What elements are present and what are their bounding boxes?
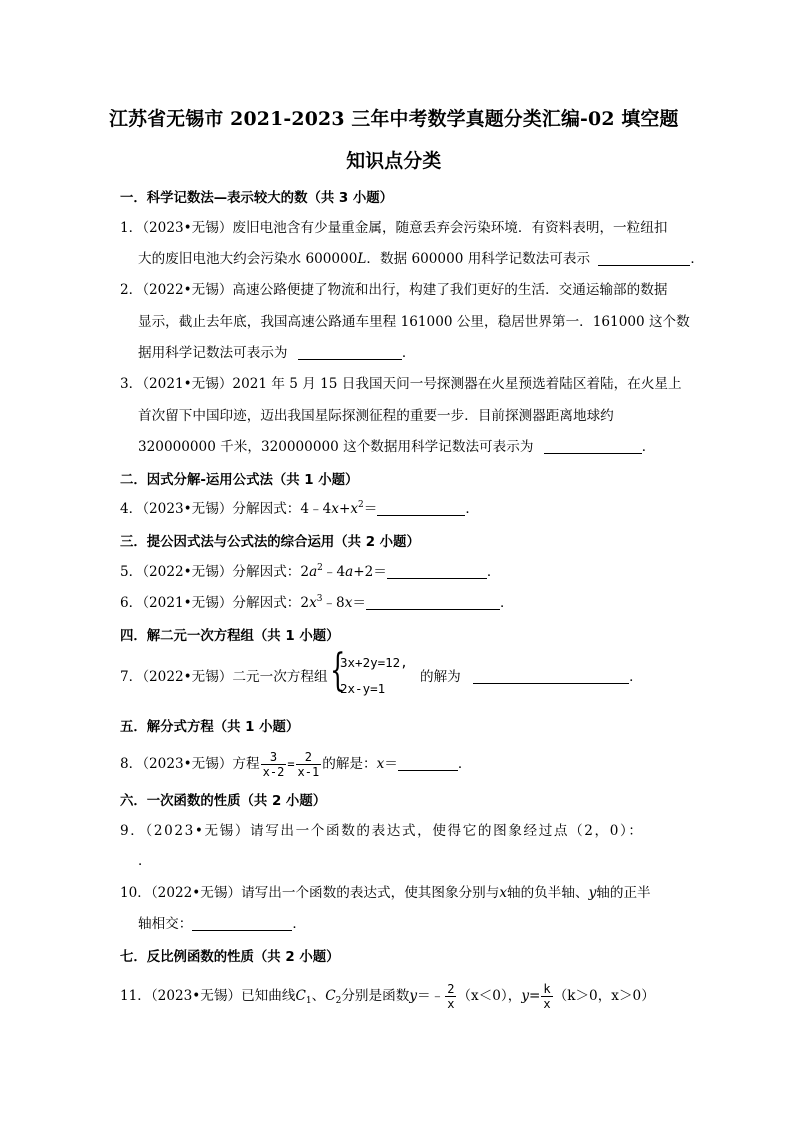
question-1-line-2: 大的废旧电池大约会污染水 600000L．数据 600000 用科学记数法可表示 ． <box>138 251 704 267</box>
answer-blank[interactable] <box>192 916 292 931</box>
section-heading: 四．解二元一次方程组（共 1 小题） <box>120 629 340 644</box>
question-3-line-3: 320000000 千米，320000000 这个数据用科学记数法可表示为 ． <box>138 439 656 455</box>
equation-2: 2x-y=1 <box>340 681 386 696</box>
section-heading: 二．因式分解-运用公式法（共 1 小题） <box>120 473 359 488</box>
equation-system <box>330 645 420 699</box>
question-9-line-1: 9．（2023•无锡）请写出一个函数的表达式，使得它的图象经过点（2，0）： <box>120 823 644 839</box>
document-title: 江苏省无锡市 2021-2023 三年中考数学真题分类汇编-02 填空题 <box>109 108 679 130</box>
answer-blank[interactable] <box>377 501 465 516</box>
fraction: $\frac{2}{x-1}$ <box>297 750 320 779</box>
section-heading: 一．科学记数法—表示较大的数（共 3 小题） <box>120 191 394 206</box>
question-8: 8．（2023•无锡）方程 $\frac{3}{x-2}$ = $\frac{2}{x-1}$ 的解是：x＝ ． <box>120 750 472 779</box>
question-11: 11．（2023•无锡）已知曲线$C_1$、$C_2$分别是函数y＝﹣ $\frac{2}{x}$ （x＜0），y= $\frac{k}{x}$ （k＞0，x＞0） <box>120 982 655 1011</box>
question-7-tail: 的解为 ． <box>420 669 643 685</box>
question-2-line-1: 2．（2022•无锡）高速公路便捷了物流和出行，构建了我们更好的生活．交通运输部的数据 <box>120 282 668 298</box>
question-2-line-3: 据用科学记数法可表示为 ． <box>138 345 416 361</box>
section-heading: 七．反比例函数的性质（共 2 小题） <box>120 950 340 965</box>
question-3-line-1: 3．（2021•无锡）2021 年 5 月 15 日我国天问一号探测器在火星预选着陆区着陆，在火星上 <box>120 376 682 392</box>
answer-blank[interactable] <box>387 564 487 579</box>
fraction: $\frac{3}{x-2}$ <box>262 750 285 779</box>
question-7: 7．（2022•无锡）二元一次方程组 <box>120 669 328 685</box>
brace-icon: { <box>330 645 346 696</box>
document-subtitle: 知识点分类 <box>346 150 442 172</box>
question-10-line-1: 10．（2022•无锡）请写出一个函数的表达式，使其图象分别与x轴的负半轴、y轴的正半 <box>120 885 651 901</box>
question-2-line-2: 显示，截止去年底，我国高速公路通车里程 161000 公里，稳居世界第一．161000 这个数 <box>138 314 690 330</box>
question-4: 4．（2023•无锡）分解因式：$4﹣4x+x^2=$ ． <box>120 500 479 517</box>
question-5: 5．（2022•无锡）分解因式：$2a^2﹣4a+2=$ ． <box>120 563 501 580</box>
equation-1: 3x+2y=12, <box>340 655 408 670</box>
answer-blank[interactable] <box>398 756 458 771</box>
fraction: $\frac{k}{x}$ <box>543 982 551 1011</box>
fraction: $\frac{2}{x}$ <box>447 982 455 1011</box>
question-9-line-2: ． <box>138 853 152 869</box>
answer-blank[interactable] <box>473 669 629 684</box>
section-heading: 六．一次函数的性质（共 2 小题） <box>120 794 327 809</box>
answer-blank[interactable] <box>598 251 690 266</box>
question-1-line-1: 1．（2023•无锡）废旧电池含有少量重金属，随意丢弃会污染环境．有资料表明，一粒纽扣 <box>120 220 668 236</box>
section-heading: 五．解分式方程（共 1 小题） <box>120 720 300 735</box>
answer-blank[interactable] <box>366 595 500 610</box>
question-10-line-2: 轴相交： ． <box>138 916 306 932</box>
answer-blank[interactable] <box>544 439 642 454</box>
answer-blank[interactable] <box>298 345 402 360</box>
question-6: 6．（2021•无锡）分解因式：$2x^3﹣8x=$ ． <box>120 594 514 611</box>
section-heading: 三．提公因式法与公式法的综合运用（共 2 小题） <box>120 535 420 550</box>
question-3-line-2: 首次留下中国印迹，迈出我国星际探测征程的重要一步．目前探测器距离地球约 <box>138 408 614 424</box>
